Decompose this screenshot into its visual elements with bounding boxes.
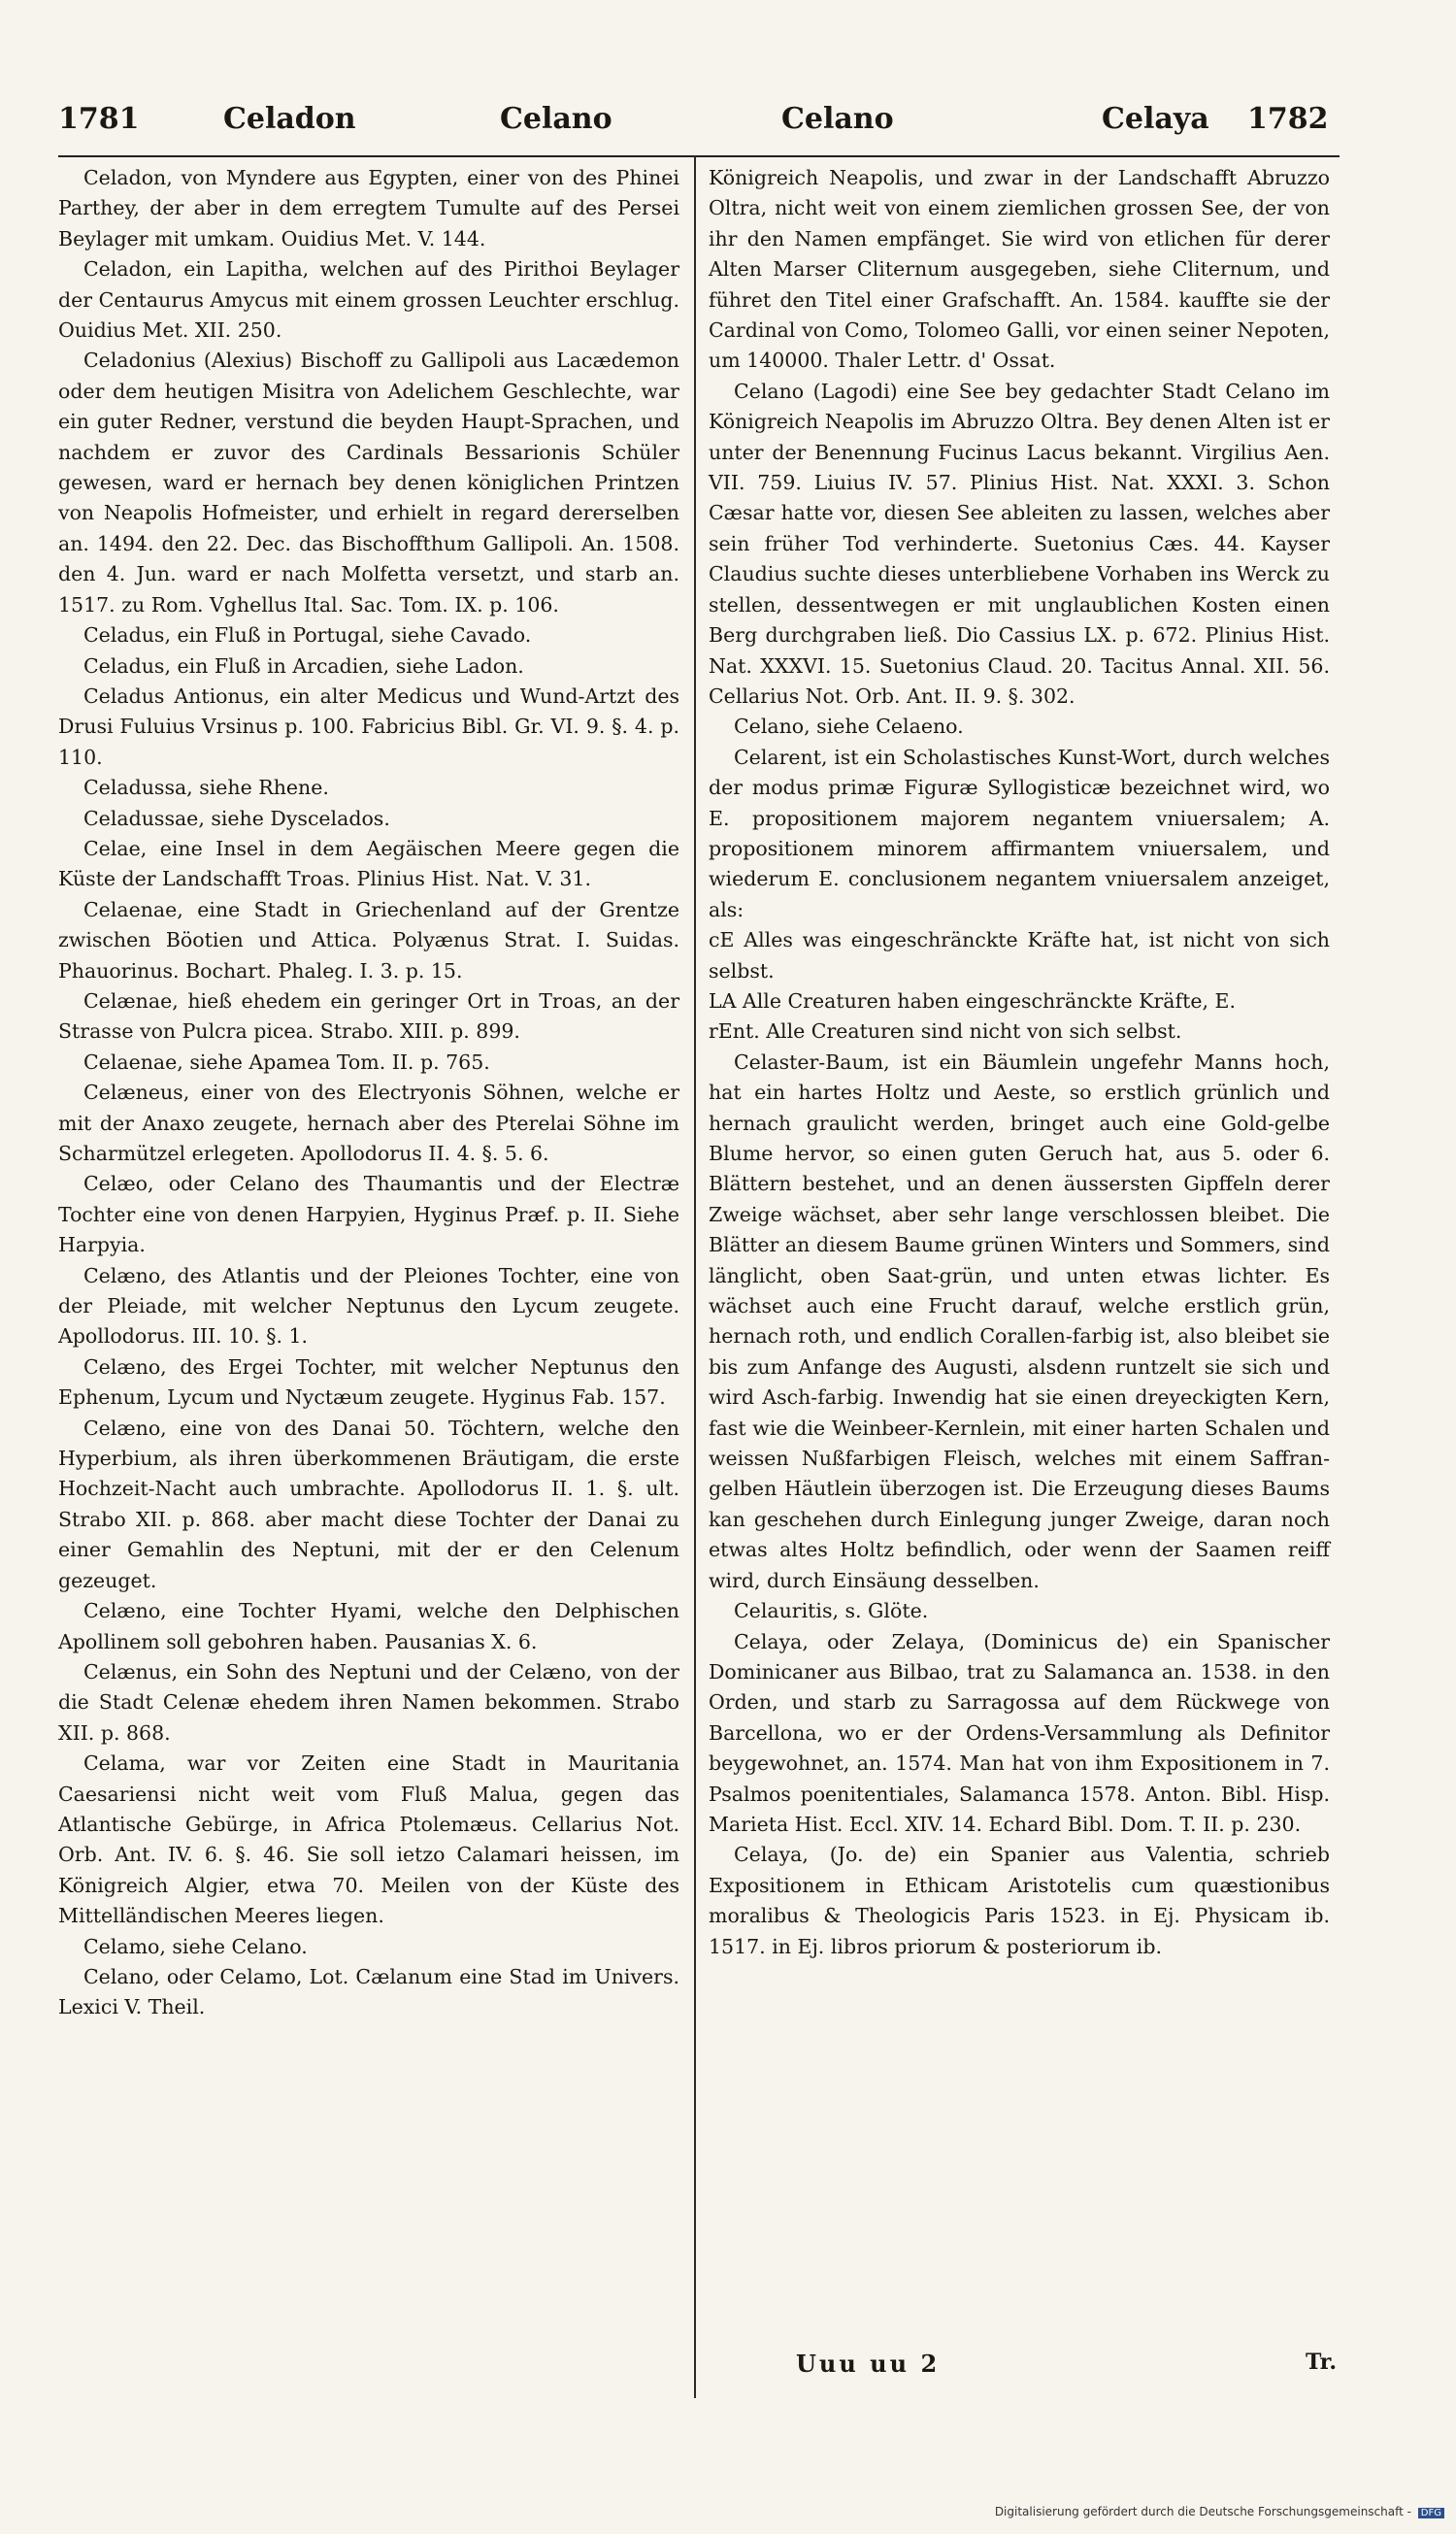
entry: Königreich Neapolis, und zwar in der Landschafft Abruzzo Oltra, nicht weit von einem ziemlichen grossen See, der von ihr den Namen empfänget. Sie wird von etlichen für derer Alten Marser Cliternum ausgegeben, siehe Cliternum, und führet den Titel einer Grafschafft. An. 1584. kauffte sie der Cardinal von Como, Tolomeo Galli, vor einen seiner Nepoten, um 140000. Thaler Lettr. d' Ossat. <box>709 166 1330 373</box>
right-running-head: Celaya <box>1102 102 1209 136</box>
entry: Celæno, des Atlantis und der Pleiones Tochter, eine von der Pleiade, mit welcher Neptunus den Lycum zeugete. Apollodorus. III. 10. §. 1. <box>58 1263 679 1349</box>
entry: Celadus Antionus, ein alter Medicus und Wund-Artzt des Drusi Fuluius Vrsinus p. 100. Fabricius Bibl. Gr. VI. 9. §. 4. p. 110. <box>58 684 679 769</box>
entry: Celaya, (Jo. de) ein Spanier aus Valentia, schrieb Expositionem in Ethicam Aristotelis cum quæstionibus moralibus & Theologicis Paris 1523. in Ej. Physicam ib. 1517. in Ej. libros priorum & posteriorum ib. <box>709 1843 1330 1958</box>
entry: Celæneus, einer von des Electryonis Söhnen, welche er mit der Anaxo zeugete, hernach aber des Pterelai Söhne im Scharmützel erlegeten. Apollodorus II. 4. §. 5. 6. <box>58 1081 679 1165</box>
right-page-number: 1782 <box>1247 102 1329 136</box>
entry: Celadus, ein Fluß in Arcadien, siehe Ladon. <box>83 653 524 678</box>
entry: Celæno, des Ergei Tochter, mit welcher Neptunus den Ephenum, Lycum und Nyctæum zeugete. Hyginus Fab. 157. <box>58 1354 679 1410</box>
entry: Celauritis, s. Glöte. <box>734 1599 929 1623</box>
right-column-head: Celano <box>781 102 894 136</box>
column-divider <box>694 155 696 2398</box>
syllogism-line: cE Alles was eingeschränckte Kräfte hat, ist nicht von sich selbst. <box>709 928 1330 983</box>
header-rule <box>58 155 1340 157</box>
entry: Celadussa, siehe Rhene. <box>83 776 329 800</box>
entry: Celadussae, siehe Dyscelados. <box>83 806 390 830</box>
entry: Celamo, siehe Celano. <box>83 1934 308 1958</box>
entry: Celænae, hieß ehedem ein geringer Ort in Troas, an der Strasse von Pulcra picea. Strabo. XIII. p. 899. <box>58 988 679 1044</box>
entry: Celaster-Baum, ist ein Bäumlein ungefehr Manns hoch, hat ein hartes Holtz und Aeste, so erstlich grünlich und hernach graulicht werden, bringet auch eine Gold-gelbe Blume hervor, so einen guten Geruch hat, aus 5. oder 6. Blättern bestehet, und an denen äussersten Gipffeln derer Zweige wächset, aber sehr lange verschlossen bleibet. Die Blätter an diesem Baume grünen Winters und Sommers, sind länglicht, oben Saat-grün, und unten etwas lichter. Es wächset auch eine Frucht darauf, welche erstlich grün, hernach roth, und endlich Corallen-farbig ist, also bleibet sie bis zum Anfange des Augusti, alsdenn runtzelt sie sich und wird Asch-farbig. Inwendig hat sie einen dreyeckigten Kern, fast wie die Weinbeer-Kernlein, mit einer harten Schalen und weissen Nußfarbigen Fleisch, welches mit einem Saffran-gelben Häutlein überzogen ist. Die Erzeugung dieses Baums kan geschehen durch Einlegung junger Zweige, daran noch etwas altes Holtz befindlich, oder wenn der Saamen reiff wird, durch Einsäung desselben. <box>709 1050 1330 1592</box>
entry: Celæno, eine Tochter Hyami, welche den Delphischen Apollinem soll gebohren haben. Pausanias X. 6. <box>58 1599 679 1653</box>
footer-text: Digitalisierung gefördert durch die Deutsche Forschungsgemeinschaft - <box>994 2505 1411 2518</box>
left-column <box>58 163 679 2023</box>
entry: Celaya, oder Zelaya, (Dominicus de) ein Spanischer Dominicaner aus Bilbao, trat zu Salamanca an. 1538. in den Orden, und starb zu Sarragossa auf dem Rückwege von Barcellona, wo er der Ordens-Versammlung als Definitor beygewohnet, an. 1574. Man hat von ihm Expositionem in 7. Psalmos poenitentiales, Salamanca 1578. Anton. Bibl. Hisp. Marieta Hist. Eccl. XIV. 14. Echard Bibl. Dom. T. II. p. 230. <box>709 1629 1330 1836</box>
page-header <box>58 92 1340 150</box>
dfg-logo: DFG <box>1418 2508 1444 2518</box>
entry: Celano, oder Celamo, Lot. Cælanum eine Stad im Univers. Lexici V. Theil. <box>58 1964 679 2019</box>
entry: Celadon, von Myndere aus Egypten, einer von des Phinei Parthey, der aber in dem erregtem Tumulte auf des Persei Beylager mit umkam. Ouidius Met. V. 144. <box>58 166 679 250</box>
right-column <box>709 163 1330 1962</box>
entry: Celæno, eine von des Danai 50. Töchtern, welche den Hyperbium, als ihren überkommenen Bräutigam, die erste Hochzeit-Nacht auch umbrachte. Apollodorus II. 1. §. ult. Strabo XII. p. 868. aber macht diese Tochter der Danai zu einer Gemahlin des Neptuni, mit der er den Celenum gezeuget. <box>58 1416 679 1592</box>
entry: Celano (Lagodi) eine See bey gedachter Stadt Celano im Königreich Neapolis im Abruzzo Oltra. Bey denen Alten ist er unter der Benennung Fucinus Lacus bekannt. Virgilius Aen. VII. 759. Liuius IV. 57. Plinius Hist. Nat. XXXI. 3. Schon Cæsar hatte vor, diesen See ableiten zu lassen, welches aber sein früher Tod verhinderte. Suetonius Cæs. 44. Kayser Claudius suchte dieses unterbliebene Vorhaben ins Werck zu stellen, dessentwegen er mit unglaublichen Kosten einen Berg durchgraben ließ. Dio Cassius LX. p. 672. Plinius Hist. Nat. XXXVI. 15. Suetonius Claud. 20. Tacitus Annal. XII. 56. Cellarius Not. Orb. Ant. II. 9. §. 302. <box>709 379 1330 708</box>
left-page-number: 1781 <box>58 102 140 136</box>
entry: Celarent, ist ein Scholastisches Kunst-Wort, durch welches der modus primæ Figuræ Syllogisticæ bezeichnet wird, wo E. propositionem majorem negantem vniuersalem; A. propositionem minorem affirmantem vniuersalem, und wiederum E. conclusionem negantem vniuersalem anzeiget, als: <box>709 745 1330 921</box>
entry: Celadonius (Alexius) Bischoff zu Gallipoli aus Lacædemon oder dem heutigen Misitra von Adelichem Geschlechte, war ein guter Redner, verstund die beyden Haupt-Sprachen, und nachdem er zuvor des Cardinals Bessarionis Schüler gewesen, ward er hernach bey denen königlichen Printzen von Neapolis Hofmeister, und erhielt in regard dererselben an. 1494. den 22. Dec. das Bischoffthum Gallipoli. An. 1508. den 4. Jun. ward er nach Molfetta versetzt, und starb an. 1517. zu Rom. Vghellus Ital. Sac. Tom. IX. p. 106. <box>58 349 679 617</box>
left-running-head: Celadon <box>223 102 356 136</box>
entry: Celænus, ein Sohn des Neptuni und der Celæno, von der die Stadt Celenæ ehedem ihren Namen bekommen. Strabo XII. p. 868. <box>58 1659 679 1745</box>
entry: Celae, eine Insel in dem Aegäischen Meere gegen die Küste der Landschafft Troas. Plinius Hist. Nat. V. 31. <box>58 836 679 891</box>
syllogism-line: rEnt. Alle Creaturen sind nicht von sich selbst. <box>709 1019 1182 1044</box>
entry: Celadon, ein Lapitha, welchen auf des Pirithoi Beylager der Centaurus Amycus mit einem grossen Leuchter erschlug. Ouidius Met. XII. 250. <box>58 257 679 343</box>
catchword: Tr. <box>1306 2350 1338 2375</box>
entry: Celama, war vor Zeiten eine Stadt in Mauritania Caesariensi nicht weit vom Fluß Malua, gegen das Atlantische Gebürge, in Africa Ptolemæus. Cellarius Not. Orb. Ant. IV. 6. §. 46. Sie soll ietzo Calamari heissen, im Königreich Algier, etwa 70. Meilen von der Küste des Mittelländischen Meeres liegen. <box>58 1751 679 1928</box>
entry: Celaenae, eine Stadt in Griechenland auf der Grentze zwischen Böotien und Attica. Polyænus Strat. I. Suidas. Phauorinus. Bochart. Phaleg. I. 3. p. 15. <box>58 897 679 983</box>
left-column-catchword: Celano <box>500 102 612 136</box>
syllogism-line: LA Alle Creaturen haben eingeschränckte Kräfte, E. <box>709 988 1236 1013</box>
entry: Celadus, ein Fluß in Portugal, siehe Cavado. <box>83 623 532 648</box>
signature-mark: Uuu uu 2 <box>796 2350 941 2378</box>
entry: Celaenae, siehe Apamea Tom. II. p. 765. <box>83 1050 490 1074</box>
entry: Celano, siehe Celaeno. <box>734 715 964 739</box>
entry: Celæo, oder Celano des Thaumantis und der Electræ Tochter eine von denen Harpyien, Hyginus Præf. p. II. Siehe Harpyia. <box>58 1172 679 1257</box>
digitization-footer <box>995 2505 1444 2518</box>
